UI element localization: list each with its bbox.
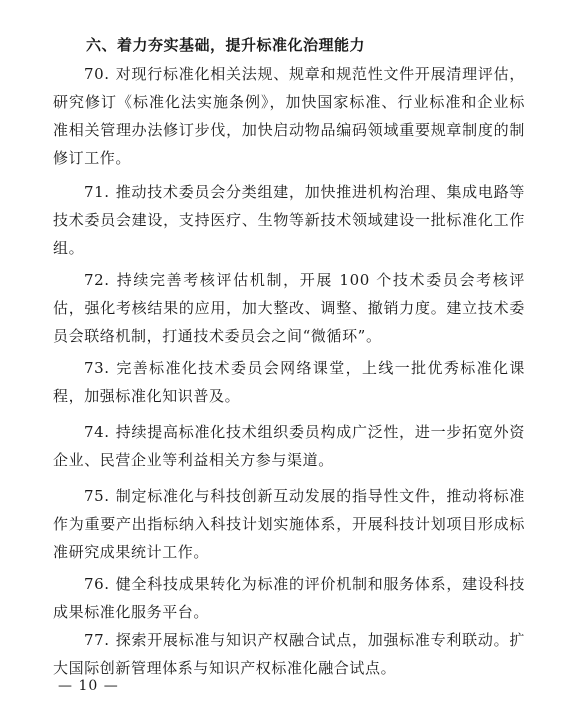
item-text: 推动技术委员会分类组建，加快推进机构治理、集成电路等技术委员会建设，支持医疗、生物等新技术领域建设一批标准化工作组。 bbox=[53, 183, 525, 257]
item-number: 70. bbox=[84, 65, 110, 83]
paragraph-76 bbox=[53, 570, 525, 626]
item-number: 77. bbox=[84, 631, 110, 649]
item-number: 73. bbox=[84, 359, 110, 377]
item-text: 完善标准化技术委员会网络课堂，上线一批优秀标准化课程，加强标准化知识普及。 bbox=[53, 359, 525, 405]
item-number: 74. bbox=[84, 423, 110, 441]
item-text: 制定标准化与科技创新互动发展的指导性文件，推动将标准作为重要产出指标纳入科技计划实施体系，开展科技计划项目形成标准研究成果统计工作。 bbox=[53, 487, 525, 561]
paragraph-77 bbox=[53, 626, 525, 682]
paragraph-72 bbox=[53, 266, 525, 350]
paragraph-71 bbox=[53, 178, 525, 262]
paragraph-75 bbox=[53, 482, 525, 566]
paragraph-73 bbox=[53, 354, 525, 410]
section-heading: 六、着力夯实基础，提升标准化治理能力 bbox=[86, 36, 366, 54]
page-number: — 10 — bbox=[58, 678, 119, 694]
item-number: 76. bbox=[84, 575, 110, 593]
item-number: 75. bbox=[84, 487, 110, 505]
item-text: 探索开展标准与知识产权融合试点，加强标准专利联动。扩大国际创新管理体系与知识产权标准化融合试点。 bbox=[53, 631, 525, 677]
item-text: 健全科技成果转化为标准的评价机制和服务体系，建设科技成果标准化服务平台。 bbox=[53, 575, 525, 621]
item-text: 持续提高标准化技术组织委员构成广泛性，进一步拓宽外资企业、民营企业等利益相关方参与渠道。 bbox=[53, 423, 525, 469]
paragraph-70 bbox=[53, 60, 525, 172]
item-number: 71. bbox=[84, 183, 110, 201]
item-text: 持续完善考核评估机制，开展 100 个技术委员会考核评估，强化考核结果的应用，加大整改、调整、撤销力度。建立技术委员会联络机制，打通技术委员会之间“微循环”。 bbox=[53, 271, 525, 345]
paragraph-74 bbox=[53, 418, 525, 474]
item-text: 对现行标准化相关法规、规章和规范性文件开展清理评估，研究修订《标准化法实施条例》，加快国家标准、行业标准和企业标准相关管理办法修订步伐，加快启动物品编码领域重要规章制度的制修订工作。 bbox=[53, 65, 525, 167]
item-number: 72. bbox=[84, 271, 110, 289]
